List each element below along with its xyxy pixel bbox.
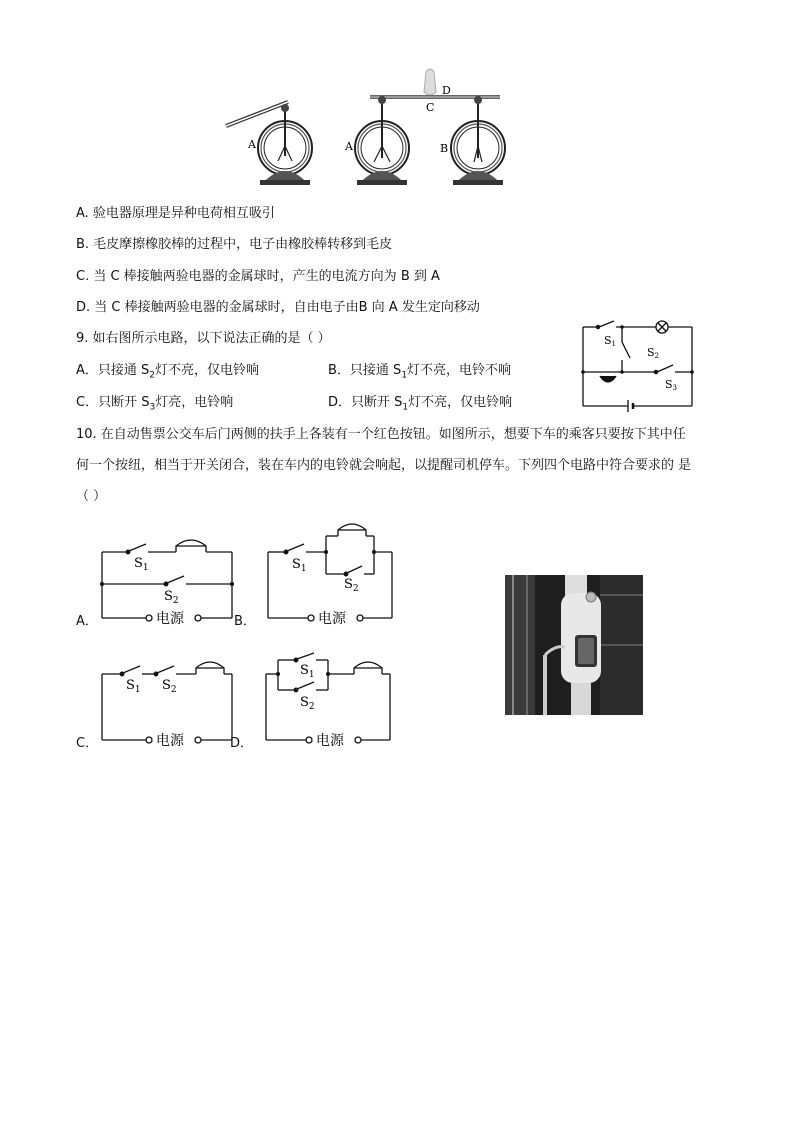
label-d: D (442, 84, 451, 97)
svg-text:S1: $S_1$ (126, 678, 141, 695)
svg-text:S2: $S_2$ (164, 589, 179, 606)
label-a-left: A (248, 138, 256, 151)
q9-label-s3: S3 (665, 378, 678, 392)
q10-circuit-d (258, 650, 398, 752)
q9-circuit-diagram (578, 318, 698, 414)
q10-circuit-c (96, 652, 240, 752)
q10-circuit-a (96, 530, 240, 630)
q10-stem-line3: （ ） (76, 489, 107, 504)
q9-option-b: B．只接通 $S_1$灯不亮，电铃不响 (328, 363, 512, 381)
power-label: 电源 (156, 733, 184, 749)
q9-option-a: A．只接通 $S_2$灯不亮，仅电铃响 (76, 363, 260, 381)
label-b: B (440, 142, 449, 155)
bus-button-photo (505, 575, 643, 715)
svg-text:S2: $S_2$ (344, 577, 359, 594)
q9-option-c: C．只断开 $S_3$灯亮，电铃响 (76, 395, 234, 413)
q9-label-s1: S1 (604, 334, 617, 348)
q10-stem-line2: 何一个按纽，相当于开关闭合，装在车内的电铃就会响起，以提醒司机停车。下列四个电路中符合要求的 是 (76, 458, 692, 473)
svg-text:S1: $S_1$ (292, 557, 307, 574)
q9-label-s2: S2 (647, 346, 660, 360)
label-c: C (426, 101, 435, 114)
q10-stem-line1: 10. 在自动售票公交车后门两侧的扶手上各装有一个红色按钮。如图所示，想要下车的乘客只要按下其中任 (76, 427, 686, 442)
electroscope-figure (220, 66, 510, 188)
q10-circuit-b (262, 520, 400, 630)
q9-stem: 9. 如右图所示电路，以下说法正确的是（ ） (76, 331, 331, 346)
q10-option-b-label: B． (234, 614, 256, 629)
q8-option-a: A. 验电器原理是异种电荷相互吸引 (76, 206, 275, 221)
label-a-mid: A (345, 140, 353, 153)
q9-option-d: D．只断开 $S_1$灯不亮，仅电铃响 (328, 395, 513, 413)
q10-option-d-label: D． (230, 736, 254, 751)
svg-text:S1: $S_1$ (300, 663, 315, 680)
q8-option-c: C. 当 C 棒接触两验电器的金属球时，产生的电流方向为 B 到 A (76, 269, 440, 284)
svg-text:S2: $S_2$ (162, 678, 177, 695)
electroscope-a (355, 96, 409, 185)
power-label: 电源 (156, 611, 184, 627)
q10-option-a-label: A． (76, 614, 98, 629)
q8-option-b: B. 毛皮摩擦橡胶棒的过程中，电子由橡胶棒转移到毛皮 (76, 237, 393, 252)
electroscope-left (258, 104, 312, 185)
power-label: 电源 (316, 733, 344, 749)
q10-option-c-label: C． (76, 736, 99, 751)
svg-text:S2: $S_2$ (300, 695, 315, 712)
q8-option-d: D. 当 C 棒接触两验电器的金属球时，自由电子由B 向 A 发生定向移动 (76, 300, 480, 315)
power-label: 电源 (318, 611, 346, 627)
electroscope-b (451, 96, 505, 185)
svg-text:S1: $S_1$ (134, 556, 149, 573)
